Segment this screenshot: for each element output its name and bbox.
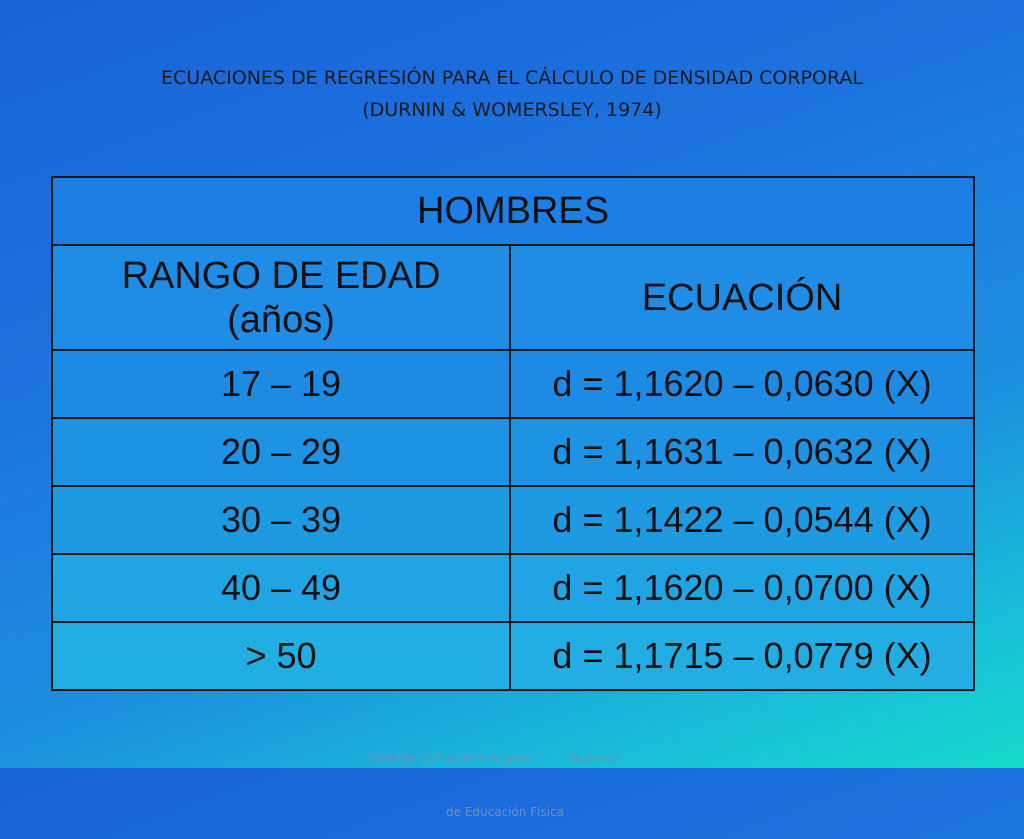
equation-cell: d = 1,1631 – 0,0632 (X) bbox=[510, 418, 974, 486]
title-line-2: (DURNIN & WOMERSLEY, 1974) bbox=[362, 99, 662, 121]
table-header-hombres: HOMBRES bbox=[52, 177, 974, 245]
table-row bbox=[52, 418, 974, 486]
slide-title bbox=[0, 62, 1024, 126]
table-row bbox=[52, 622, 974, 690]
age-range-cell: 17 – 19 bbox=[52, 350, 510, 418]
footer-role: Profesor bbox=[568, 751, 618, 765]
column-header-equation: ECUACIÓN bbox=[510, 245, 974, 350]
column-header-age-line-2: (años) bbox=[227, 298, 335, 341]
age-range-cell: 40 – 49 bbox=[52, 554, 510, 622]
footer-line-1 bbox=[370, 749, 617, 767]
age-range-cell: 20 – 29 bbox=[52, 418, 510, 486]
slide-footer bbox=[370, 713, 617, 839]
equation-cell: d = 1,1620 – 0,0700 (X) bbox=[510, 554, 974, 622]
equation-cell: d = 1,1715 – 0,0779 (X) bbox=[510, 622, 974, 690]
footer-line-2: de Educación Física bbox=[446, 805, 565, 819]
regression-table bbox=[51, 176, 975, 691]
age-range-cell: 30 – 39 bbox=[52, 486, 510, 554]
table-row bbox=[52, 554, 974, 622]
title-line-1: ECUACIONES DE REGRESIÓN PARA EL CÁLCULO DE DENSIDAD CORPORAL bbox=[161, 67, 863, 89]
column-header-age-line-1: RANGO DE EDAD bbox=[121, 254, 441, 297]
footer-author: Rodrigo Gallardo Rodríguez bbox=[370, 751, 534, 765]
equation-cell: d = 1,1422 – 0,0544 (X) bbox=[510, 486, 974, 554]
table-header-row bbox=[52, 177, 974, 245]
age-range-cell: > 50 bbox=[52, 622, 510, 690]
column-header-age-range bbox=[52, 245, 510, 350]
equation-cell: d = 1,1620 – 0,0630 (X) bbox=[510, 350, 974, 418]
column-headers-row bbox=[52, 245, 974, 350]
table-row bbox=[52, 486, 974, 554]
table-row bbox=[52, 350, 974, 418]
